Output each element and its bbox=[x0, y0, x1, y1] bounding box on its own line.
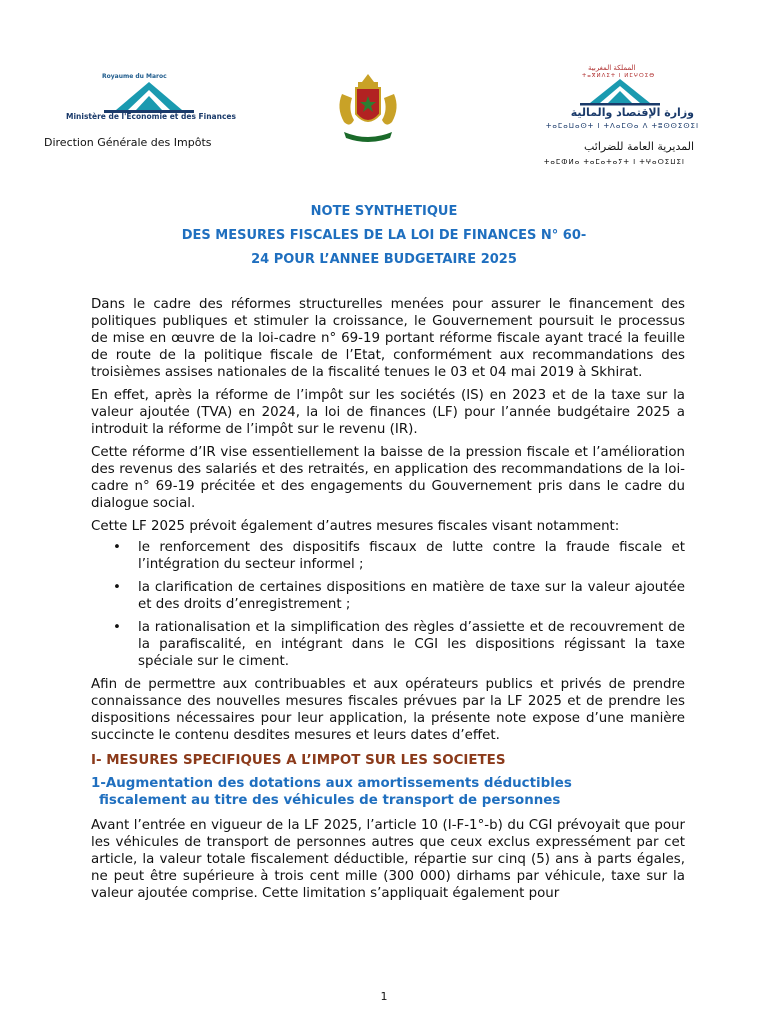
logo-tifinagh-ministry-text: ⵜⴰⵎⴰⵡⴰⵙⵜ ⵏ ⵜⴷⴰⵎⵙⴰ ⴷ ⵜⵓⵙⵙⵉⵙⵉⵏ bbox=[546, 122, 700, 130]
logo-dgi-text: Direction Générale des Impôts bbox=[44, 136, 212, 149]
logo-tifinagh-dgi-text: ⵜⴰⵎⵀⵍⴰ ⵜⴰⵎⴰⵜⴰⵢⵜ ⵏ ⵜⵖⴰⵔⵉⵡⵉⵏ bbox=[544, 158, 685, 166]
logo-arabic-dgi-text: المديرية العامة للضرائب bbox=[584, 140, 694, 153]
dgi-triangle-logo-icon bbox=[104, 80, 194, 114]
bullet-icon: • bbox=[113, 620, 121, 635]
dgi-triangle-logo-icon bbox=[580, 78, 660, 106]
document-title bbox=[90, 200, 678, 272]
bullet-icon: • bbox=[113, 580, 121, 595]
dgi-logo-right bbox=[540, 62, 700, 172]
paragraph-article-10: Avant l’entrée en vigueur de la LF 2025, l’article 10 (I-F-1°-b) du CGI prévoyait que pour les véhicules de transport de personnes autres que ceux exclus expressément par cet article, la valeur totale fiscalement déductible, répartie sur cinq (5) ans à parts égales, ne peut être supérieure à trois cent mille (300 000) dirhams par véhicule, taxe sur la valeur ajoutée comprise. Cette limitation s’appliquait également pour bbox=[91, 818, 685, 901]
list-item bbox=[91, 619, 685, 670]
paragraph-reforms: En effet, après la réforme de l’impôt sur les sociétés (IS) en 2023 et de la taxe sur la valeur ajoutée (TVA) en 2024, la loi de finances (LF) pour l’année budgétaire 2025 a introduit la réforme de l’impôt sur le revenu (IR). bbox=[91, 388, 685, 437]
subsection-heading-line-1: 1-Augmentation des dotations aux amortissements déductibles bbox=[91, 776, 572, 791]
logo-tifinagh-kingdom-text: ⵜⴰⴳⵍⴷⵉⵜ ⵏ ⵍⵎⵖⵔⵉⴱ bbox=[582, 73, 656, 79]
document-body bbox=[91, 296, 685, 908]
logo-kingdom-text: Royaume du Maroc bbox=[102, 73, 167, 80]
list-item-text: la rationalisation et la simplification des règles d’assiette et de recouvrement de la parafiscalité, en intégrant dans le CGI les dispositions régissant la taxe spéciale sur le ciment. bbox=[138, 620, 685, 669]
moroccan-royal-coat-of-arms-icon bbox=[328, 70, 408, 150]
list-item-text: la clarification de certaines dispositions en matière de taxe sur la valeur ajoutée et des droits d’enregistrement ; bbox=[138, 580, 685, 612]
paragraph-ir-reform: Cette réforme d’IR vise essentiellement la baisse de la pression fiscale et l’amélioration des revenus des salariés et des retraités, en application des recommandations de la loi- cadre n° 69-19 précitée et des engagements du Gouvernement pris dans le cadre du dialogue social. bbox=[91, 445, 685, 511]
title-line-2: DES MESURES FISCALES DE LA LOI DE FINANCES N° 60- bbox=[181, 228, 587, 243]
paragraph-other-measures: Cette LF 2025 prévoit également d’autres mesures fiscales visant notamment: bbox=[91, 519, 620, 534]
subsection-heading-line-2: fiscalement au titre des véhicules de transport de personnes bbox=[99, 793, 561, 808]
list-item-text: le renforcement des dispositifs fiscaux de lutte contre la fraude fiscale et l’intégration du secteur informel ; bbox=[138, 540, 685, 572]
bullet-icon: • bbox=[113, 540, 121, 555]
logo-ministry-text: Ministère de l'Economie et des Finances bbox=[66, 112, 236, 121]
list-item bbox=[91, 539, 685, 573]
title-line-1: NOTE SYNTHETIQUE bbox=[310, 204, 458, 219]
title-line-3: 24 POUR L’ANNEE BUDGETAIRE 2025 bbox=[251, 252, 517, 267]
dgi-logo-left bbox=[44, 68, 244, 158]
page-number: 1 bbox=[380, 990, 388, 1003]
section-heading-is: I- MESURES SPECIFIQUES A L’IMPOT SUR LES SOCIETES bbox=[91, 753, 506, 768]
list-item bbox=[91, 579, 685, 613]
logo-arabic-ministry-text: وزارة الإقتصاد والمالية bbox=[570, 106, 694, 119]
subsection-heading-amortization bbox=[91, 775, 685, 809]
logo-arabic-kingdom-text: المملكة المغربية bbox=[588, 64, 636, 72]
measures-list bbox=[91, 539, 685, 670]
paragraph-purpose: Afin de permettre aux contribuables et aux opérateurs publics et privés de prendre connaissance des nouvelles mesures fiscales prévues par la LF 2025 et de prendre les dispositions nécessaires pour leur application, la présente note expose d’une manière succincte le contenu desdites mesures et leurs dates d’effet. bbox=[91, 677, 685, 743]
paragraph-intro: Dans le cadre des réformes structurelles menées pour assurer le financement des politiques publiques et stimuler la croissance, le Gouvernement poursuit le processus de mise en œuvre de la loi-cadre n° 69-19 portant réforme fiscale ayant tracé la feuille de route de la politique fiscale de l’Etat, conformément aux recommandations des troisièmes assises nationales de la fiscalité tenues le 03 et 04 mai 2019 à Skhirat. bbox=[91, 297, 685, 380]
